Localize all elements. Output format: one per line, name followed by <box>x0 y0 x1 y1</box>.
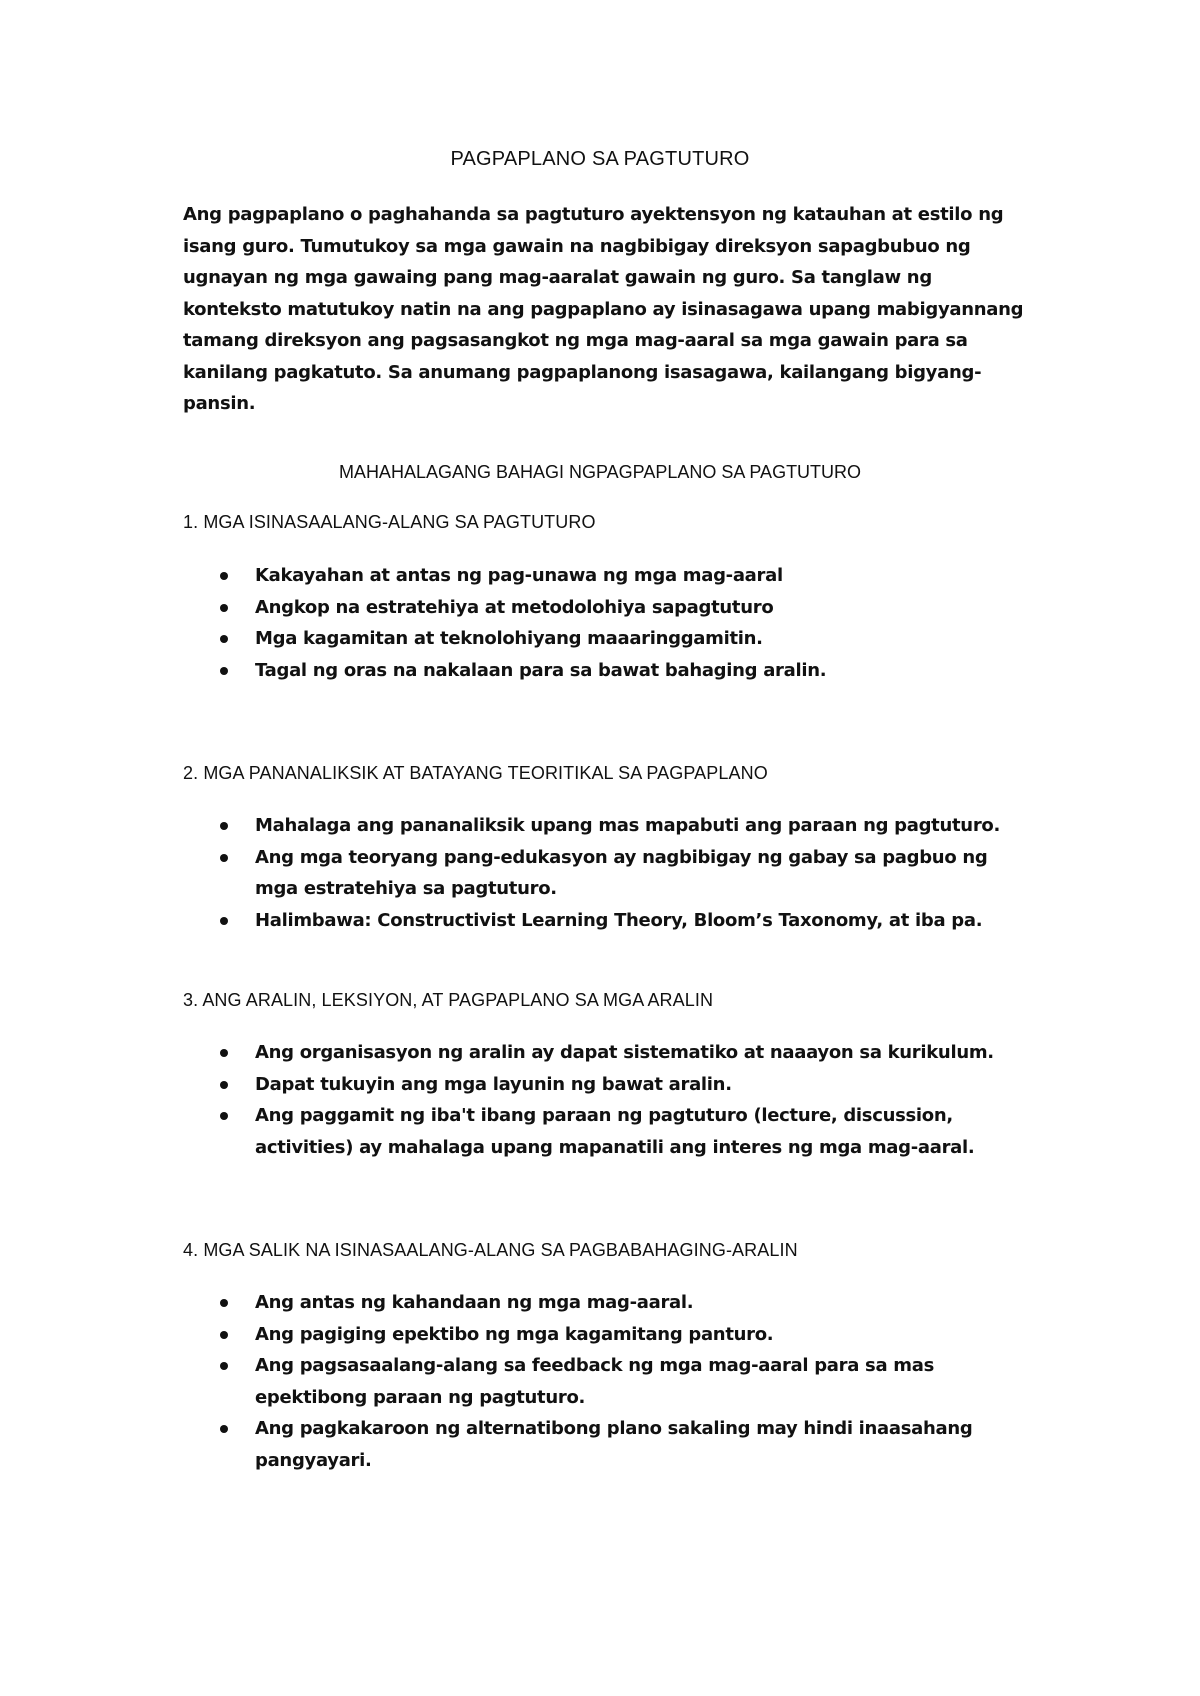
list-item-text: Mga kagamitan at teknolohiyang maaaringgamitin. <box>255 628 763 649</box>
bullet-icon <box>220 917 228 925</box>
list-item-text: Kakayahan at antas ng pag-unawa ng mga mag-aaral <box>255 565 783 586</box>
bullet-icon <box>220 1331 228 1339</box>
bullet-icon <box>220 1299 228 1307</box>
bullet-icon <box>220 667 228 675</box>
list-item <box>183 905 1033 937</box>
list-item-text: Tagal ng oras na nakalaan para sa bawat bahaging aralin. <box>255 659 827 681</box>
section-4-heading: 4. MGA SALIK NA ISINASAALANG-ALANG SA PAGBABAHAGING-ARALIN <box>183 1240 798 1260</box>
list-item <box>183 1287 1033 1319</box>
bullet-icon <box>220 572 228 580</box>
section-2-list <box>183 810 1033 936</box>
list-item <box>183 655 1033 687</box>
list-item-text: Ang pagkakaroon ng alternatibong plano sakaling may hindi inaasahang pangyayari. <box>255 1418 973 1471</box>
section-3-heading: 3. ANG ARALIN, LEKSIYON, AT PAGPAPLANO SA MGA ARALIN <box>183 990 714 1010</box>
list-item <box>183 1100 1033 1163</box>
bullet-icon <box>220 635 228 643</box>
list-item-text: Ang mga teoryang pang-edukasyon ay nagbibigay ng gabay sa pagbuo ng mga estratehiya sa pagtuturo. <box>255 846 988 899</box>
bullet-icon <box>220 854 228 862</box>
list-item <box>183 1069 1033 1101</box>
bullet-icon <box>220 1425 228 1433</box>
list-item-text: Halimbawa: Constructivist Learning Theory, Bloom’s Taxonomy, at iba pa. <box>255 909 983 931</box>
bullet-icon <box>220 1112 228 1120</box>
section-3-list <box>183 1037 1033 1163</box>
list-item-text: Ang paggamit ng iba't ibang paraan ng pagtuturo (lecture, discussion, activities) ay mahalaga upang mapanatili ang interes ng mga mag-aaral. <box>255 1105 975 1158</box>
bullet-icon <box>220 1081 228 1089</box>
bullet-icon <box>220 822 228 830</box>
list-item <box>183 592 1033 624</box>
bullet-icon <box>220 1362 228 1370</box>
list-item-text: Ang pagiging epektibo ng mga kagamitang panturo. <box>255 1323 774 1345</box>
section-4-list <box>183 1287 1033 1476</box>
list-item <box>183 560 1033 592</box>
document-title: PAGPAPLANO SA PAGTUTURO <box>450 148 750 170</box>
bullet-icon <box>220 1049 228 1057</box>
list-item <box>183 1037 1033 1069</box>
list-item <box>183 1413 1033 1476</box>
list-item-text: Mahalaga ang pananaliksik upang mas mapabuti ang paraan ng pagtuturo. <box>255 815 1000 836</box>
intro-paragraph: Ang pagpaplano o paghahanda sa pagtuturo ayektensyon ng katauhan at estilo ng isang guro. Tumutukoy sa mga gawain na nagbibigay direksyon sapagbubuo ng ugnayan ng mga gawaing pang mag-aaralat gawain ng guro. Sa tanglaw ng konteksto matutukoy natin na ang pagpaplano ay isinasagawa upang mabigyannang tamang direksyon ang pagsasangkot ng mga mag-aaral sa mga gawain para sa kanilang pagkatuto. Sa anumang pagpaplanong isasagawa, kailangang bigyang- pansin. <box>183 204 1024 414</box>
list-item <box>183 810 1033 842</box>
section-2-heading: 2. MGA PANANALIKSIK AT BATAYANG TEORITIKAL SA PAGPAPLANO <box>183 763 768 783</box>
list-item <box>183 842 1033 905</box>
list-item-text: Angkop na estratehiya at metodolohiya sapagtuturo <box>255 596 774 618</box>
section-1-list <box>183 560 1033 686</box>
bullet-icon <box>220 604 228 612</box>
list-item <box>183 1319 1033 1351</box>
list-item <box>183 1350 1033 1413</box>
section-overview-title: MAHAHALAGANG BAHAGI NGPAGPAPLANO SA PAGTUTURO <box>338 462 862 482</box>
list-item <box>183 623 1033 655</box>
list-item-text: Ang pagsasaalang-alang sa feedback ng mga mag-aaral para sa mas epektibong paraan ng pagtuturo. <box>255 1355 934 1408</box>
list-item-text: Dapat tukuyin ang mga layunin ng bawat aralin. <box>255 1073 732 1095</box>
list-item-text: Ang antas ng kahandaan ng mga mag-aaral. <box>255 1292 694 1313</box>
section-1-heading: 1. MGA ISINASAALANG-ALANG SA PAGTUTURO <box>183 512 596 532</box>
list-item-text: Ang organisasyon ng aralin ay dapat sistematiko at naaayon sa kurikulum. <box>255 1042 994 1063</box>
